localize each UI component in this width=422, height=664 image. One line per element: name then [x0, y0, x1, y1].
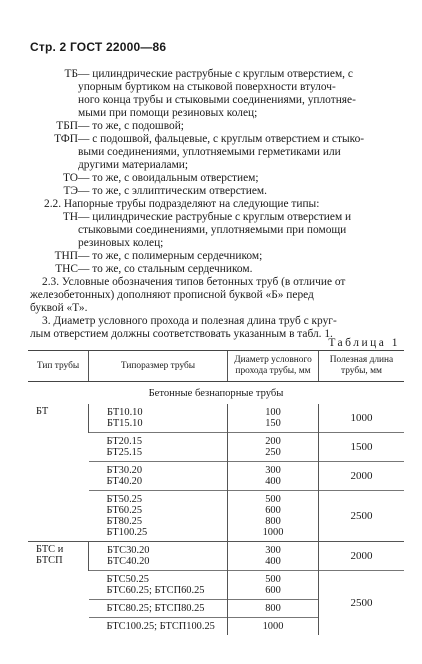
definition-term: ТФП [54, 133, 78, 145]
diameter-value: 200 [265, 436, 281, 447]
type-line: БТС и [36, 544, 64, 555]
definition-a-3 [30, 172, 404, 185]
definition-line: стыковыми соединениями, уплотняемыми при помощи [78, 224, 347, 236]
definition-a-0 [30, 68, 404, 120]
page-header: Стр. 2 ГОСТ 22000—86 [30, 40, 167, 54]
cell-size [89, 571, 228, 600]
definition-term: ТЭ [63, 185, 78, 197]
cell-diameter [228, 571, 319, 600]
cell-length: 1500 [319, 433, 405, 462]
size-value: БТ30.20 [106, 465, 143, 476]
header-length: Полезная длина трубы, мм [319, 351, 405, 382]
definition-b-1 [30, 250, 404, 263]
diameter-value: 400 [265, 476, 281, 487]
definition-term: ТО [62, 172, 78, 184]
paragraph-2-2: 2.2. Напорные трубы подразделяют на следующие типы: [44, 198, 320, 210]
definition-term: ТНП [54, 250, 78, 262]
cell-diameter [228, 404, 319, 433]
cell-diameter [228, 433, 319, 462]
cell-diameter [228, 618, 319, 636]
pipe-table [28, 350, 404, 635]
definition-term: ТБ [64, 68, 78, 80]
cell-diameter [228, 600, 319, 618]
cell-size [89, 433, 228, 462]
table-row [28, 404, 404, 433]
size-value: БТ60.25 [106, 505, 143, 516]
diameter-value: 600 [265, 505, 281, 516]
definition-a-4 [30, 185, 404, 198]
header-size: Типоразмер трубы [89, 351, 228, 382]
size-value: БТ15.10 [107, 418, 143, 429]
size-value: БТ80.25 [106, 516, 143, 527]
table-caption: Таблица 1 [328, 337, 400, 349]
diameter-value: 800 [265, 603, 281, 614]
definition-line: — цилиндрические раструбные с круглым отверстием и [78, 211, 352, 223]
cell-size [89, 618, 228, 636]
diameter-value: 600 [265, 585, 281, 596]
cell-length: 1000 [319, 404, 405, 433]
body-text [30, 68, 404, 341]
cell-length: 2000 [319, 462, 405, 491]
definitions-list-2 [30, 211, 404, 276]
cell-diameter [228, 542, 319, 571]
definition-term: ТНС [55, 263, 78, 275]
size-value: БТС100.25; БТСП100.25 [106, 621, 215, 632]
diameter-value: 400 [265, 556, 281, 567]
size-value: БТ50.25 [106, 494, 143, 505]
diameter-value: 500 [265, 574, 281, 585]
cell-size [89, 404, 228, 433]
table-row [28, 542, 404, 571]
diameter-value: 150 [265, 418, 281, 429]
cell-length: 2000 [319, 542, 405, 571]
definition-a-1 [30, 120, 404, 133]
diameter-value: 1000 [262, 621, 284, 632]
cell-size [89, 542, 228, 571]
cell-diameter [228, 462, 319, 491]
definition-text [78, 263, 404, 276]
definition-text [78, 133, 404, 172]
diameter-value: 800 [265, 516, 281, 527]
header-diameter: Диаметр условного прохода трубы, мм [228, 351, 319, 382]
cell-size [89, 491, 228, 542]
definition-b-0 [30, 211, 404, 250]
size-value: БТС30.20 [107, 545, 150, 556]
paragraph-3: 3. Диаметр условного прохода и полезная длина труб с круг- лым отверстием должны соответствовать указанным в табл. 1. [30, 315, 337, 340]
definition-text [78, 120, 404, 133]
definition-a-2 [30, 133, 404, 172]
table-header-row [28, 351, 404, 382]
paragraph-2-3: 2.3. Условные обозначения типов бетонных труб (в отличие от железобетонных) дополняют прописной буквой «Б» перед буквой «Т». [30, 276, 346, 314]
cell-size [89, 462, 228, 491]
definition-text [78, 172, 404, 185]
definition-text [78, 68, 404, 120]
definition-line: мыми при помощи резиновых колец; [78, 107, 258, 119]
definition-line: упорным буртиком на стыковой поверхности втулоч- [78, 81, 336, 93]
diameter-value: 1000 [262, 527, 284, 538]
size-value: БТ100.25 [106, 527, 148, 538]
definition-line: — то же, с подошвой; [78, 120, 184, 132]
definition-b-2 [30, 263, 404, 276]
size-value: БТС80.25; БТСП80.25 [106, 603, 205, 614]
definition-term: ТН [62, 211, 78, 223]
header-type: Тип трубы [28, 351, 89, 382]
definition-text [78, 211, 404, 250]
cell-diameter [228, 491, 319, 542]
definition-line: — то же, с полимерным сердечником; [78, 250, 263, 262]
definition-line: — то же, с эллиптическим отверстием. [78, 185, 267, 197]
type-line: БТ [36, 406, 49, 417]
table-subheader-row [28, 382, 404, 405]
size-value: БТ10.10 [107, 407, 143, 418]
size-value: БТС50.25 [106, 574, 149, 585]
diameter-value: 100 [265, 407, 281, 418]
definition-text [78, 250, 404, 263]
definition-line: другими материалами; [78, 159, 189, 171]
definition-line: — цилиндрические раструбные с круглым отверстием, с [78, 68, 353, 80]
definition-line: выми соединениями, уплотняемыми герметиками или [78, 146, 341, 158]
diameter-value: 250 [265, 447, 281, 458]
definition-text [78, 185, 404, 198]
cell-type [28, 404, 89, 542]
cell-length: 2500 [319, 571, 405, 636]
definition-line: — с подошвой, фальцевые, с круглым отверстием и стыко- [78, 133, 365, 145]
table-body [28, 382, 404, 636]
cell-type [28, 542, 89, 636]
definition-line: — то же, со стальным сердечником. [78, 263, 253, 275]
cell-size [89, 600, 228, 618]
size-value: БТ25.15 [106, 447, 143, 458]
diameter-value: 500 [265, 494, 281, 505]
size-value: БТ20.15 [106, 436, 143, 447]
subheader-cell: Бетонные безнапорные трубы [148, 387, 284, 399]
size-value: БТС60.25; БТСП60.25 [106, 585, 205, 596]
size-value: БТС40.20 [107, 556, 150, 567]
size-value: БТ40.20 [106, 476, 143, 487]
diameter-value: 300 [265, 545, 281, 556]
type-line: БТСП [36, 555, 63, 566]
diameter-value: 300 [265, 465, 281, 476]
definitions-list-1 [30, 68, 404, 198]
definition-term: ТБП [56, 120, 78, 132]
definition-line: ного конца трубы и стыковыми соединениями, уплотняе- [78, 94, 356, 106]
definition-line: резиновых колец; [78, 237, 164, 249]
cell-length: 2500 [319, 491, 405, 542]
definition-line: — то же, с овоидальным отверстием; [78, 172, 259, 184]
